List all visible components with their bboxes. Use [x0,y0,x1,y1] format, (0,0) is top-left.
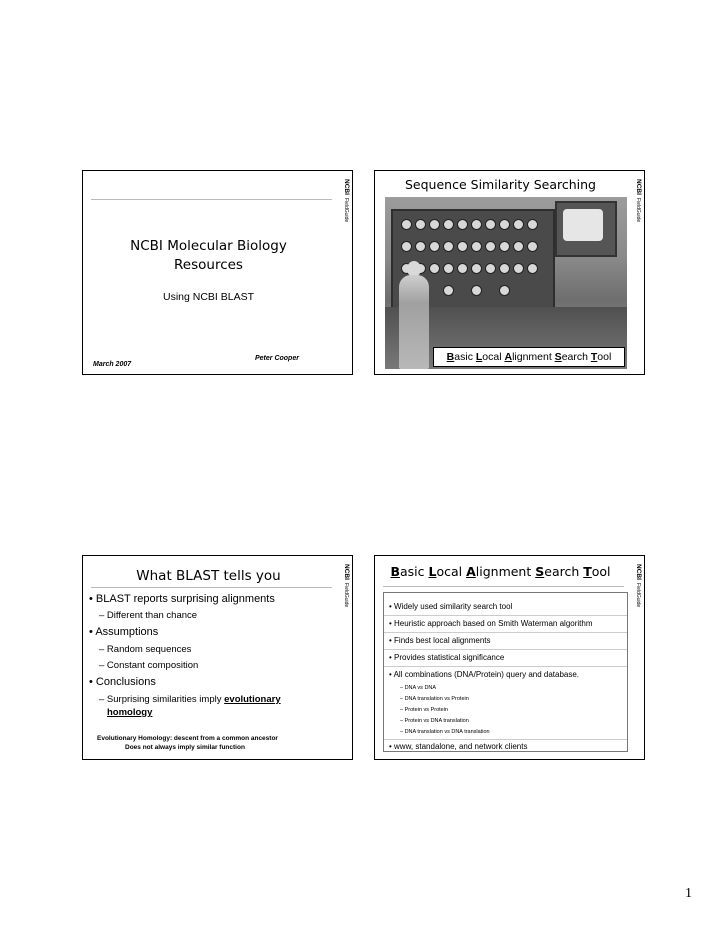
bullet-item: • All combinations (DNA/Protein) query and database. [389,670,580,679]
person-figure-image [399,275,429,369]
slide-title: What BLAST tells you [136,568,281,584]
slide-rule [383,586,624,587]
bullet-item: • BLAST reports surprising alignments [89,593,275,605]
sub-item: – DNA translation vs DNA translation [400,729,490,735]
bullet-item: • Finds best local alignments [389,636,491,645]
slide-rule [91,199,332,200]
bullet-item: • Widely used similarity search tool [389,602,513,611]
author-name: Peter Cooper [255,355,299,362]
bullet-item: • Assumptions [89,626,159,638]
slide-vertical-label: NCBIFieldGuide [635,564,642,608]
sub-item: – Protein vs DNA translation [400,718,469,724]
slide-3 [82,555,353,760]
bullet-item: • Provides statistical significance [389,653,505,662]
sub-item: – Surprising similarities imply evolutionary [99,694,281,705]
sub-item: – DNA vs DNA [400,685,437,691]
sub-item: – Constant composition [99,660,199,671]
blast-acronym-caption: B asic L ocal A lignment S earch T ool [433,347,625,367]
slide-rule [91,587,332,588]
slide-title: NCBI Molecular Biology Resources [130,238,287,273]
sub-item: – Protein vs Protein [400,707,448,713]
slide-vertical-label: NCBIFieldGuide [343,179,350,223]
slide-title: Basic Local Alignment Search Tool [390,564,611,579]
computer-room-photo [385,197,627,369]
slide-1 [82,170,353,375]
presentation-date: March 2007 [93,361,132,368]
bullet-item: • Conclusions [89,676,156,688]
page-number: 1 [685,886,692,901]
sub-item: – Different than chance [99,610,198,621]
sub-item: – DNA translation vs Protein [400,696,469,702]
slide-title: Sequence Similarity Searching [405,177,596,192]
television-monitor-image [555,201,617,257]
slide-vertical-label: NCBIFieldGuide [635,179,642,223]
footnote: Evolutionary Homology: descent from a common ancestor Does not always imply similar function [97,735,278,751]
slide-vertical-label: NCBIFieldGuide [343,564,350,608]
sub-item: – Random sequences [99,644,192,655]
feature-list-box [383,592,628,752]
bullet-item: • Heuristic approach based on Smith Waterman algorithm [389,619,593,628]
sub-item-continuation: homology [107,707,153,718]
slide-subtitle: Using NCBI BLAST [162,291,255,303]
slide-2 [374,170,645,375]
slide-4 [374,555,645,760]
bullet-item: • www, standalone, and network clients [389,742,528,751]
